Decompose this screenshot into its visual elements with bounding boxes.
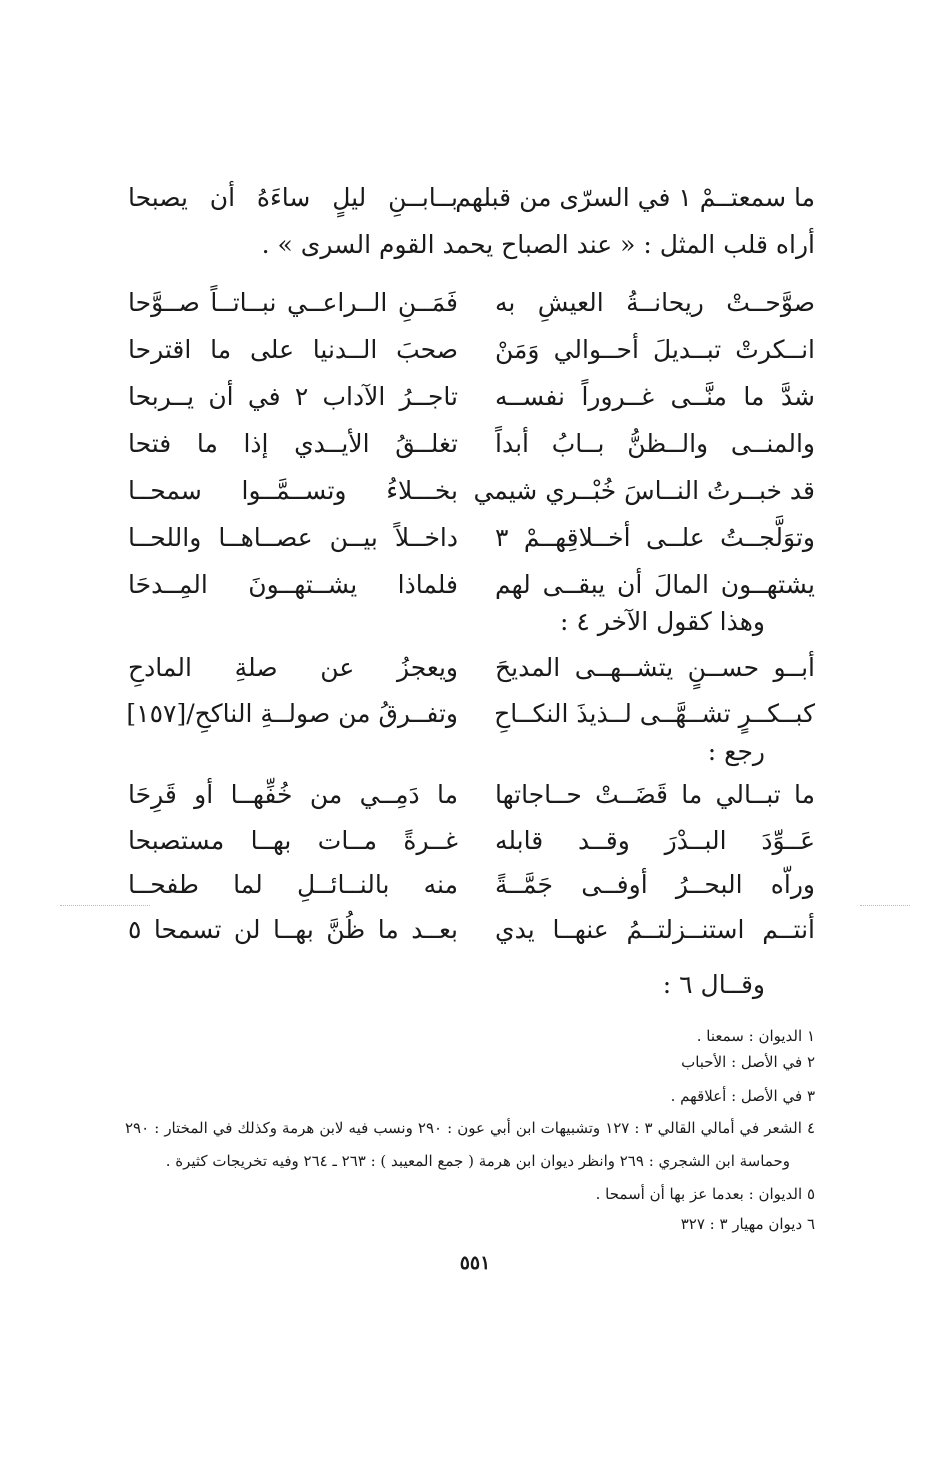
verse-hemistich-right: والمنــى والــظنُّ بــابُ أبداً [495,429,815,458]
verse-hemistich-right: أنتــم استنــزلتــمُ عنهــا يدي [495,915,815,944]
verse-hemistich-left: صحبَ الــدنيا على ما اقترحا [128,335,458,364]
verse-hemistich-left: فلماذا يشــتهــونَ المِــدحَا [128,570,458,599]
verse-hemistich-left: تغلــقُ الأيــدي إذا ما فتحا [128,429,458,458]
footnote-continuation: وحماسة ابن الشجري : ٢٦٩ وانظر ديوان ابن هرمة ( جمع المعيبد ) : ٢٦٣ ـ ٢٦٤ وفيه تخريجات كثيرة . [165,1152,790,1170]
verse-hemistich-left: غــرةً مــات بهــا مستصبحا [128,826,458,855]
footnote: ٤ الشعر في أمالي القالي ٣ : ١٢٧ وتشبيهات ابن أبي عون : ٢٩٠ ونسب فيه لابن هرمة وكذلك في المختار : ٢٩٠ [125,1119,815,1137]
verse-hemistich-right: كبــكــرٍ تشــهَّــى لــذيذَ النكــاحِ [494,699,815,728]
verse-hemistich-left: فَمَــنِ الــراعــي نبــاتــاً صــوَّحا [128,288,458,317]
page-number: ٥٥١ [459,1252,491,1274]
verse-hemistich-right: وتوَلَّجــتُ علــى أخــلاقِهــمْ ٣ [495,523,815,552]
verse-hemistich-right: ما سمعتــمْ ١ في السرّى من قبلهم [455,183,815,212]
verse-hemistich-left: تاجــرُ الآداب ٢ في أن يــربحا [128,382,458,411]
verse-hemistich-left: وتفــرقُ من صولــةِ الناكحِ/[١٥٧] [126,699,458,728]
prose-line: وقــال ٦ : [662,970,765,999]
scan-artifact-divider [60,905,150,906]
verse-hemistich-right: وراّه البحــرُ أوفــى جَمَّــةً [495,870,815,899]
verse-hemistich-left: داخــلاً بيــن عصــاهــا واللحــا [128,523,458,552]
prose-line: وهذا كقول الآخر ٤ : [559,607,765,636]
verse-hemistich-left: بــابــنِ ليلٍ ساءَهُ أن يصبحا [128,183,458,212]
verse-hemistich-left: بخـــلاءُ وتســمَّــوا سمحــا [128,476,458,505]
verse-hemistich-right: انــكرتْ تبــديلَ أحــوالي وَمَنْ [495,335,815,364]
verse-hemistich-right: صوَّحــتْ ريحانــةُ العيشِ به [495,288,815,317]
verse-hemistich-right: عَــوِّدَ البــدْرَ وقــد قابله [495,826,815,855]
footnote: ٦ ديوان مهيار ٣ : ٣٢٧ [680,1215,815,1233]
verse-hemistich-left: ويعجزُ عن صلةِ المادحِ [128,653,458,682]
verse-hemistich-right: قد خبــرتُ النــاسَ خُبْــري شيمي [473,476,815,505]
footnote: ٢ في الأصل : الأحباب [681,1053,815,1071]
scan-artifact-divider [860,905,910,906]
footnote: ٥ الديوان : بعدما عز بها أن أسمحا . [595,1185,815,1203]
verse-hemistich-right: شدَّ ما منَّــى غــروراً نفســه [495,382,815,411]
prose-line: رجع : [707,737,765,766]
verse-hemistich-left: ما دَمِــي من خُفِّهــا أو قَرِحَا [128,780,458,809]
verse-hemistich-right: ما تبــالي ما قَضَــتْ حــاجاتها [495,780,815,809]
verse-hemistich-right: أبــو حســنٍ يتشــهــى المديحَ [495,653,815,682]
footnote: ٣ في الأصل : أعلاقهم . [670,1087,815,1105]
verse-hemistich-right: يشتهــون المالَ أن يبقــى لهم [495,570,815,599]
verse-hemistich-left: منه بالنــائــلِ لما طفحــا [128,870,458,899]
footnote: ١ الديوان : سمعنا . [696,1027,815,1045]
prose-line: أراه قلب المثل : « عند الصباح يحمد القوم السرى » . [261,230,815,259]
verse-hemistich-left: بعــد ما ظُنَّ بهــا لن تسمحا ٥ [128,915,458,944]
